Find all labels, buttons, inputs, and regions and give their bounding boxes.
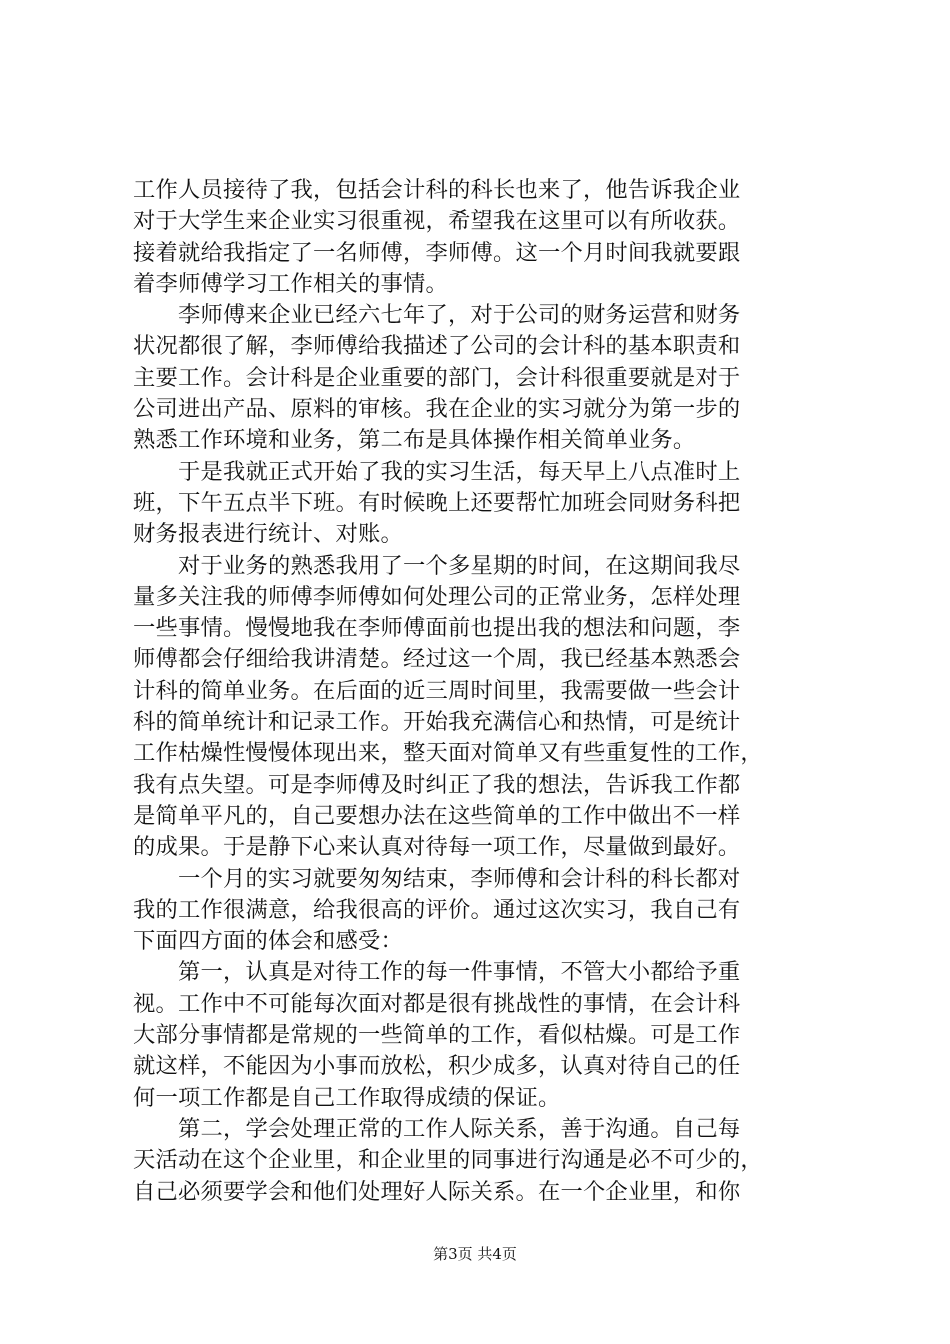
text-line: 第一，认真是对待工作的每一件事情，不管大小都给予重 — [133, 959, 741, 986]
text-line: 财务报表进行统计、对账。 — [133, 521, 403, 548]
text-line: 计科的简单业务。在后面的近三周时间里，我需要做一些会计 — [133, 677, 741, 704]
text-line: 天活动在这个企业里，和企业里的同事进行沟通是必不可少的， — [133, 1147, 763, 1174]
text-line: 我的工作很满意，给我很高的评价。通过这次实习，我自己有 — [133, 896, 741, 923]
body-text — [133, 175, 826, 1208]
text-line: 熟悉工作环境和业务，第二布是具体操作相关简单业务。 — [133, 427, 696, 454]
text-line: 对于大学生来企业实习很重视，希望我在这里可以有所收获。 — [133, 208, 741, 235]
text-line: 视。工作中不可能每次面对都是很有挑战性的事情，在会计科 — [133, 990, 741, 1017]
text-line: 李师傅来企业已经六七年了，对于公司的财务运营和财务 — [133, 302, 741, 329]
text-line: 于是我就正式开始了我的实习生活，每天早上八点准时上 — [133, 458, 741, 485]
text-line: 自己必须要学会和他们处理好人际关系。在一个企业里，和你 — [133, 1178, 741, 1205]
text-line: 状况都很了解，李师傅给我描述了公司的会计科的基本职责和 — [133, 333, 741, 360]
text-line: 着李师傅学习工作相关的事情。 — [133, 270, 448, 297]
text-line: 对于业务的熟悉我用了一个多星期的时间，在这期间我尽 — [133, 552, 741, 579]
text-line: 就这样，不能因为小事而放松，积少成多，认真对待自己的任 — [133, 1053, 741, 1080]
text-line: 一个月的实习就要匆匆结束，李师傅和会计科的科长都对 — [133, 865, 741, 892]
text-line: 主要工作。会计科是企业重要的部门，会计科很重要就是对于 — [133, 364, 741, 391]
text-line: 是简单平凡的，自己要想办法在这些简单的工作中做出不一样 — [133, 802, 741, 829]
text-line: 接着就给我指定了一名师傅，李师傅。这一个月时间我就要跟 — [133, 239, 741, 266]
text-line: 一些事情。慢慢地我在李师傅面前也提出我的想法和问题，李 — [133, 615, 741, 642]
text-line: 何一项工作都是自己工作取得成绩的保证。 — [133, 1084, 561, 1111]
text-line: 量多关注我的师傅李师傅如何处理公司的正常业务，怎样处理 — [133, 583, 741, 610]
text-line: 班，下午五点半下班。有时候晚上还要帮忙加班会同财务科把 — [133, 489, 741, 516]
page-footer: 第3页 共4页 — [433, 1245, 517, 1263]
text-line: 工作人员接待了我，包括会计科的科长也来了，他告诉我企业 — [133, 177, 741, 203]
text-line: 第二，学会处理正常的工作人际关系，善于沟通。自己每 — [133, 1115, 741, 1142]
text-line: 的成果。于是静下心来认真对待每一项工作，尽量做到最好。 — [133, 834, 741, 861]
text-line: 下面四方面的体会和感受： — [133, 928, 403, 955]
text-line: 工作枯燥性慢慢体现出来，整天面对简单又有些重复性的工作， — [133, 740, 763, 767]
text-line: 我有点失望。可是李师傅及时纠正了我的想法，告诉我工作都 — [133, 771, 741, 798]
text-line: 公司进出产品、原料的审核。我在企业的实习就分为第一步的 — [133, 396, 741, 423]
text-line: 大部分事情都是常规的一些简单的工作，看似枯燥。可是工作 — [133, 1022, 741, 1049]
text-line: 师傅都会仔细给我讲清楚。经过这一个周，我已经基本熟悉会 — [133, 646, 741, 673]
text-line: 科的简单统计和记录工作。开始我充满信心和热情，可是统计 — [133, 709, 741, 736]
